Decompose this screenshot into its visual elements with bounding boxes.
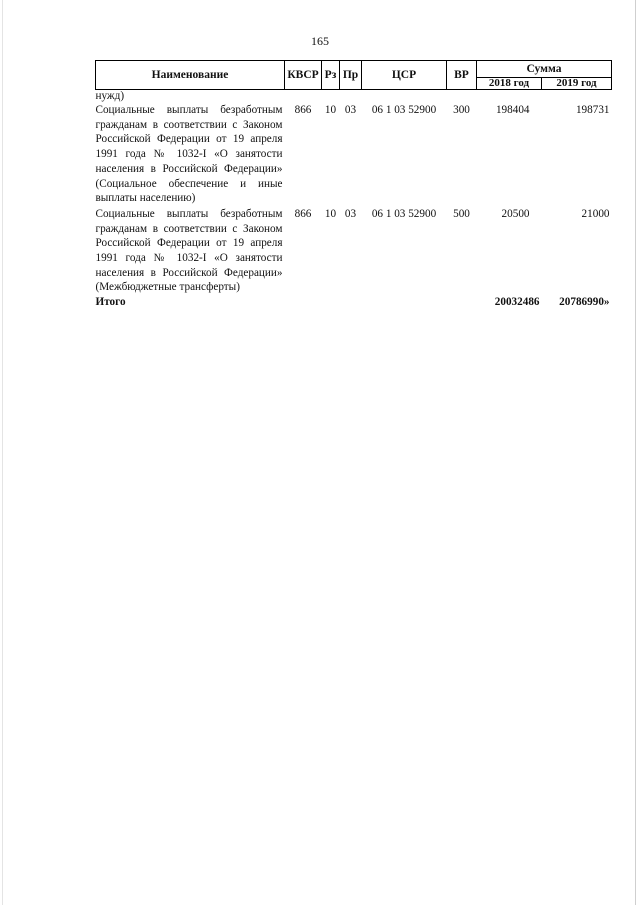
row-csr: 06 1 03 52900 bbox=[371, 207, 437, 220]
header-year-2018: 2018 год bbox=[477, 78, 542, 90]
row-sum-2018: 198404 bbox=[495, 104, 530, 116]
row-pr: 03 bbox=[344, 207, 357, 220]
table-row bbox=[96, 102, 612, 206]
row-rz: 10 bbox=[324, 104, 337, 116]
header-pr: Пр bbox=[340, 61, 362, 90]
row-pr: 03 bbox=[344, 104, 357, 116]
row-sum-2019: 21000 bbox=[581, 207, 610, 220]
table-row bbox=[96, 206, 612, 295]
header-rz: Рз bbox=[322, 61, 340, 90]
row-csr: 06 1 03 52900 bbox=[371, 104, 437, 116]
page-number: 165 bbox=[311, 34, 329, 48]
row-name: Социальные выплаты безработным гражданам в соответствии с Законом Российской Федерации от 19 апреля 1991 года № 1032-I «О занятости населения в Российской Федерации» (Межбюджетные трансферты) bbox=[95, 207, 283, 294]
row-vr: 300 bbox=[453, 104, 470, 116]
header-vr: ВР bbox=[447, 61, 477, 90]
row-kvsr: 866 bbox=[294, 104, 312, 116]
header-sum: Сумма bbox=[477, 61, 612, 78]
scan-edge-left bbox=[2, 0, 3, 905]
budget-table bbox=[95, 60, 612, 310]
scan-edge-right bbox=[635, 0, 636, 905]
total-sum-2019: 20786990» bbox=[559, 296, 610, 309]
row-sum-2018: 20500 bbox=[501, 207, 530, 220]
continuation-text: нужд) bbox=[95, 90, 125, 102]
total-label: Итого bbox=[95, 296, 126, 309]
row-name: Социальные выплаты безработным гражданам в соответствии с Законом Российской Федерации от 19 апреля 1991 года № 1032-I «О занятости населения в Российской Федерации» (Социальное обеспечение и иные выплаты населению) bbox=[95, 104, 283, 205]
header-kvsr: КВСР bbox=[285, 61, 322, 90]
header-csr: ЦСР bbox=[362, 61, 447, 90]
header-year-2019: 2019 год bbox=[542, 78, 612, 90]
row-sum-2019: 198731 bbox=[575, 104, 610, 116]
table-header bbox=[96, 61, 612, 90]
continuation-row bbox=[96, 90, 612, 103]
total-sum-2018: 20032486 bbox=[494, 296, 540, 309]
header-name: Наименование bbox=[96, 61, 285, 90]
total-row bbox=[96, 295, 612, 310]
row-vr: 500 bbox=[453, 207, 470, 220]
row-kvsr: 866 bbox=[294, 207, 312, 220]
row-rz: 10 bbox=[324, 207, 337, 220]
